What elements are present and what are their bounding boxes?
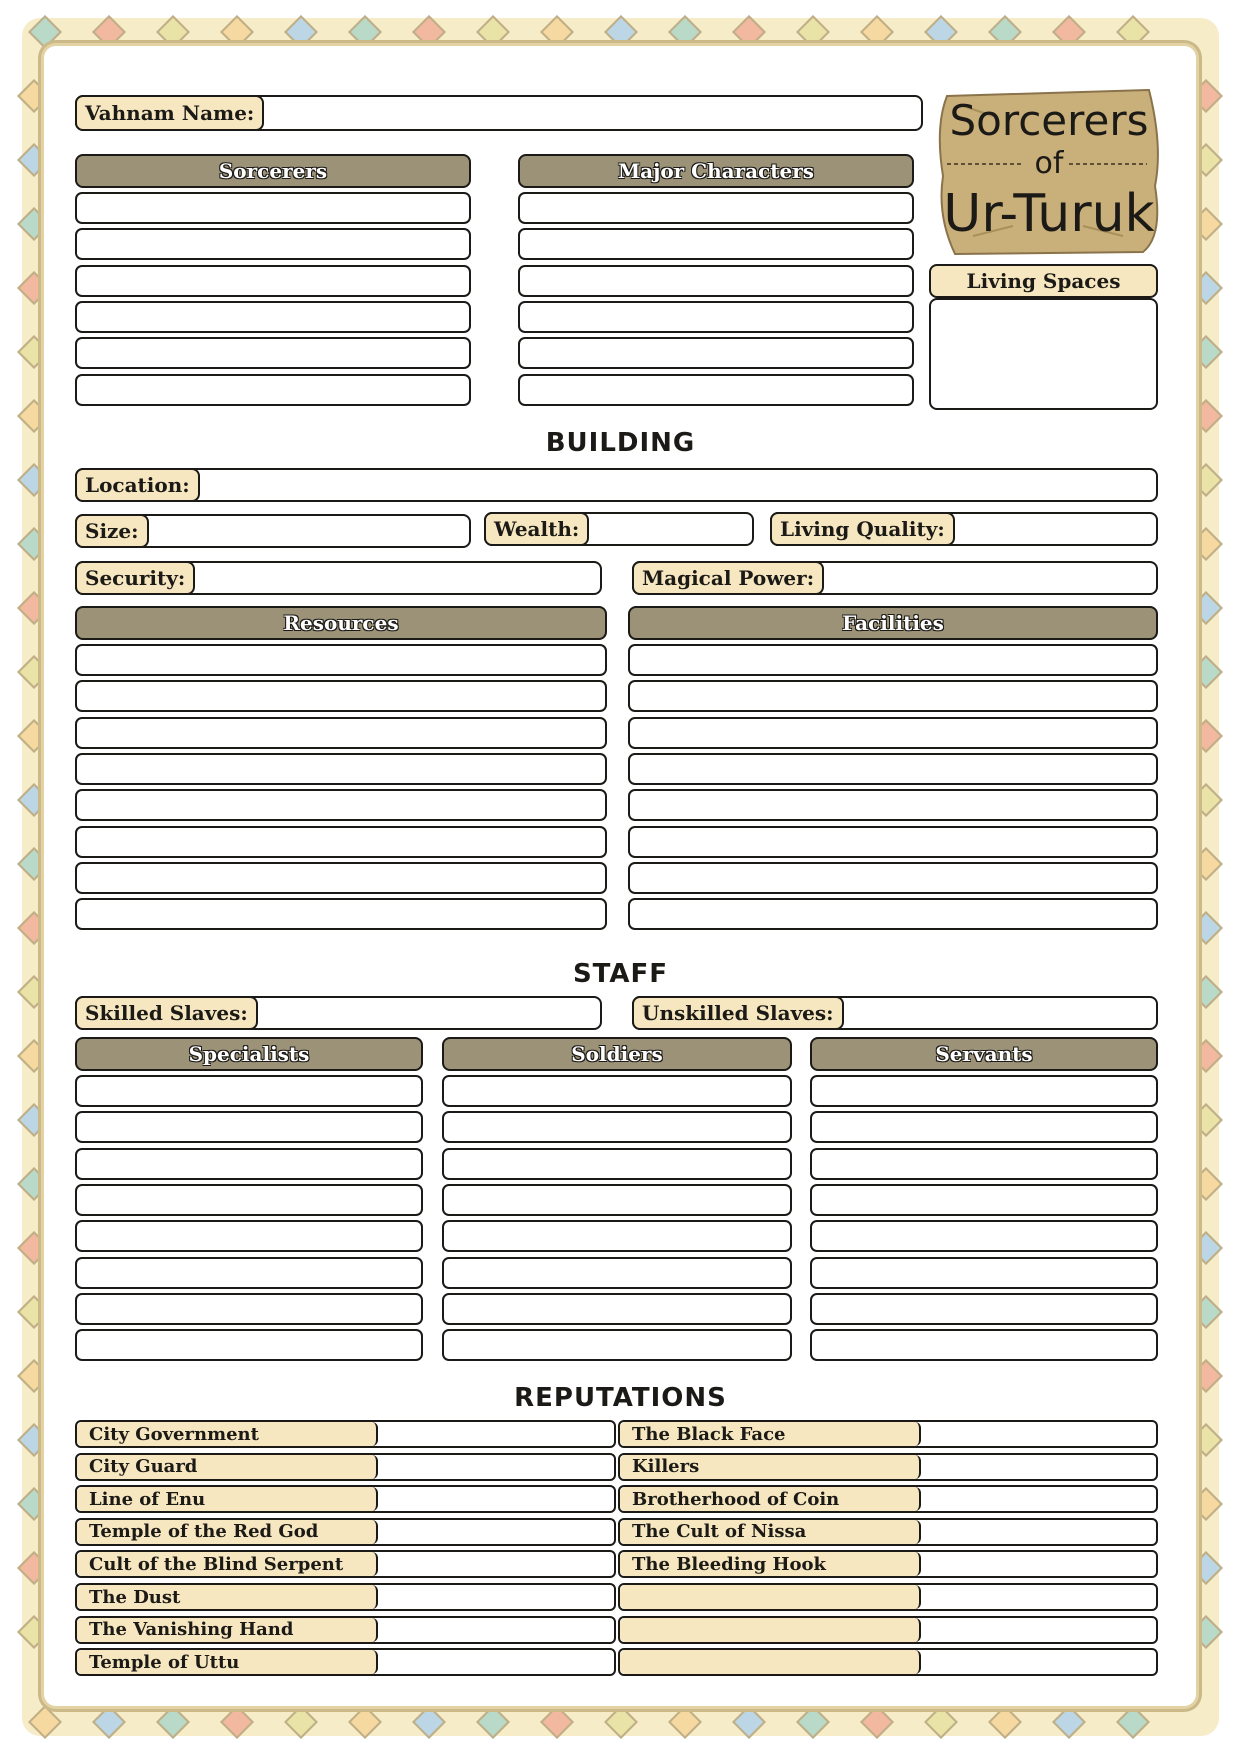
- major-characters-row[interactable]: [518, 301, 914, 333]
- sorcerers-header: Sorcerers: [75, 154, 471, 188]
- skilled-slaves-field[interactable]: [75, 996, 602, 1030]
- specialists-row[interactable]: [75, 1111, 423, 1143]
- reputation-label: The Black Face: [620, 1422, 921, 1446]
- vahnam-name-label: Vahnam Name:: [75, 95, 264, 131]
- major-characters-row[interactable]: [518, 337, 914, 369]
- sorcerers-row[interactable]: [75, 301, 471, 333]
- reputation-row[interactable]: [75, 1453, 616, 1481]
- reputation-row[interactable]: [618, 1420, 1158, 1448]
- facilities-header: Facilities: [628, 606, 1158, 640]
- soldiers-header: Soldiers: [442, 1037, 792, 1071]
- resources-row[interactable]: [75, 826, 607, 858]
- magical-power-field[interactable]: [632, 561, 1158, 595]
- servants-row[interactable]: [810, 1075, 1158, 1107]
- specialists-row[interactable]: [75, 1220, 423, 1252]
- resources-row[interactable]: [75, 680, 607, 712]
- resources-row[interactable]: [75, 862, 607, 894]
- resources-header: Resources: [75, 606, 607, 640]
- reputation-row[interactable]: [618, 1550, 1158, 1578]
- servants-row[interactable]: [810, 1329, 1158, 1361]
- soldiers-row[interactable]: [442, 1075, 792, 1107]
- logo-title-line2: of: [1034, 146, 1064, 181]
- reputation-row[interactable]: [618, 1518, 1158, 1546]
- reputation-row[interactable]: [75, 1518, 616, 1546]
- sorcerers-row[interactable]: [75, 228, 471, 260]
- resources-row[interactable]: [75, 789, 607, 821]
- sorcerers-row[interactable]: [75, 374, 471, 406]
- skilled-slaves-label: Skilled Slaves:: [75, 996, 258, 1030]
- soldiers-row[interactable]: [442, 1111, 792, 1143]
- reputation-label: The Dust: [77, 1585, 378, 1609]
- reputations-title: REPUTATIONS: [514, 1383, 727, 1413]
- reputation-row[interactable]: [75, 1616, 616, 1644]
- reputation-label: Killers: [620, 1455, 921, 1479]
- wealth-field[interactable]: [484, 512, 754, 546]
- reputation-label: The Cult of Nissa: [620, 1520, 921, 1544]
- specialists-row[interactable]: [75, 1184, 423, 1216]
- specialists-row[interactable]: [75, 1257, 423, 1289]
- resources-row[interactable]: [75, 717, 607, 749]
- reputation-row[interactable]: [75, 1583, 616, 1611]
- logo-title-line1: Sorcerers: [949, 96, 1149, 145]
- staff-title: STAFF: [572, 959, 669, 989]
- servants-row[interactable]: [810, 1257, 1158, 1289]
- specialists-header: Specialists: [75, 1037, 423, 1071]
- resources-row[interactable]: [75, 898, 607, 930]
- soldiers-row[interactable]: [442, 1184, 792, 1216]
- reputation-row[interactable]: [618, 1648, 1158, 1676]
- living-quality-field[interactable]: [770, 512, 1158, 546]
- reputation-row[interactable]: [618, 1583, 1158, 1611]
- resources-row[interactable]: [75, 644, 607, 676]
- reputation-label: City Government: [77, 1422, 378, 1446]
- living-spaces-label: Living Spaces: [929, 264, 1158, 298]
- unskilled-slaves-field[interactable]: [632, 996, 1158, 1030]
- servants-row[interactable]: [810, 1293, 1158, 1325]
- reputation-row[interactable]: [618, 1453, 1158, 1481]
- size-label: Size:: [75, 514, 149, 548]
- facilities-row[interactable]: [628, 789, 1158, 821]
- sorcerers-row[interactable]: [75, 192, 471, 224]
- facilities-row[interactable]: [628, 898, 1158, 930]
- facilities-row[interactable]: [628, 717, 1158, 749]
- reputation-label: The Bleeding Hook: [620, 1552, 921, 1576]
- facilities-row[interactable]: [628, 680, 1158, 712]
- reputation-row[interactable]: [618, 1485, 1158, 1513]
- reputation-label: Line of Enu: [77, 1487, 378, 1511]
- soldiers-row[interactable]: [442, 1257, 792, 1289]
- servants-row[interactable]: [810, 1220, 1158, 1252]
- resources-row[interactable]: [75, 753, 607, 785]
- major-characters-header: Major Characters: [518, 154, 914, 188]
- specialists-row[interactable]: [75, 1075, 423, 1107]
- reputation-label: The Vanishing Hand: [77, 1618, 378, 1642]
- soldiers-row[interactable]: [442, 1148, 792, 1180]
- servants-row[interactable]: [810, 1184, 1158, 1216]
- location-label: Location:: [75, 468, 200, 502]
- reputation-label: [620, 1618, 921, 1642]
- facilities-row[interactable]: [628, 753, 1158, 785]
- living-spaces-field[interactable]: [929, 298, 1158, 410]
- major-characters-row[interactable]: [518, 374, 914, 406]
- reputation-label: [620, 1585, 921, 1609]
- reputation-label: Temple of Uttu: [77, 1650, 378, 1674]
- sorcerers-row[interactable]: [75, 337, 471, 369]
- facilities-row[interactable]: [628, 644, 1158, 676]
- reputation-label: [620, 1650, 921, 1674]
- logo-title-line3: Ur-Turuk: [943, 184, 1155, 244]
- servants-header: Servants: [810, 1037, 1158, 1071]
- reputation-row[interactable]: [75, 1648, 616, 1676]
- soldiers-row[interactable]: [442, 1220, 792, 1252]
- security-label: Security:: [75, 561, 195, 595]
- living-quality-label: Living Quality:: [770, 512, 955, 546]
- major-characters-row[interactable]: [518, 192, 914, 224]
- specialists-row[interactable]: [75, 1148, 423, 1180]
- reputation-row[interactable]: [75, 1550, 616, 1578]
- wealth-label: Wealth:: [484, 512, 589, 546]
- location-field[interactable]: [75, 468, 1158, 502]
- size-field[interactable]: [75, 514, 471, 548]
- vahnam-name-field[interactable]: [75, 95, 923, 131]
- servants-row[interactable]: [810, 1148, 1158, 1180]
- magical-power-label: Magical Power:: [632, 561, 824, 595]
- building-title: BUILDING: [545, 428, 696, 458]
- logo: [933, 86, 1165, 258]
- reputation-label: Temple of the Red God: [77, 1520, 378, 1544]
- specialists-row[interactable]: [75, 1329, 423, 1361]
- major-characters-row[interactable]: [518, 228, 914, 260]
- specialists-row[interactable]: [75, 1293, 423, 1325]
- unskilled-slaves-label: Unskilled Slaves:: [632, 996, 844, 1030]
- soldiers-row[interactable]: [442, 1293, 792, 1325]
- soldiers-row[interactable]: [442, 1329, 792, 1361]
- servants-row[interactable]: [810, 1111, 1158, 1143]
- major-characters-row[interactable]: [518, 265, 914, 297]
- reputation-label: Brotherhood of Coin: [620, 1487, 921, 1511]
- facilities-row[interactable]: [628, 862, 1158, 894]
- reputation-label: Cult of the Blind Serpent: [77, 1552, 378, 1576]
- reputation-row[interactable]: [75, 1485, 616, 1513]
- security-field[interactable]: [75, 561, 602, 595]
- reputation-label: City Guard: [77, 1455, 378, 1479]
- facilities-row[interactable]: [628, 826, 1158, 858]
- sorcerers-row[interactable]: [75, 265, 471, 297]
- reputation-row[interactable]: [75, 1420, 616, 1448]
- reputation-row[interactable]: [618, 1616, 1158, 1644]
